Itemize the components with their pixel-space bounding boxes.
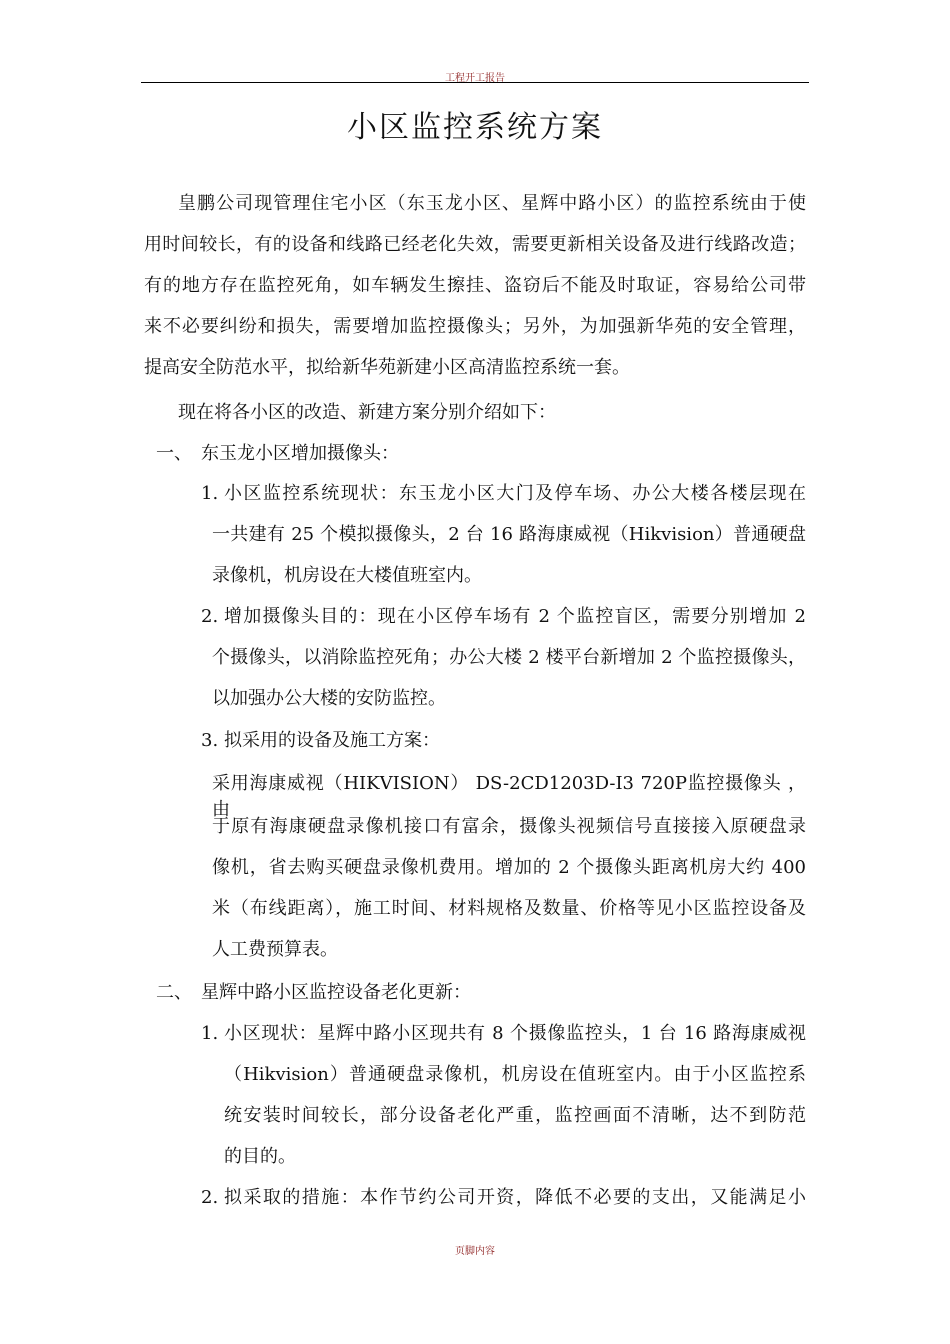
header-note: 工程开工报告: [445, 73, 505, 84]
item-number: 2.: [201, 606, 219, 627]
footer-note: 页脚内容: [455, 1246, 495, 1257]
item-body-line: 人工费预算表。: [212, 939, 338, 960]
item-number: 1.: [201, 1023, 219, 1044]
item-line: 增加摄像头目的：现在小区停车场有 2 个监控盲区，需要分别增加 2: [224, 606, 806, 627]
item-line: 小区现状：星辉中路小区现共有 8 个摄像监控头，1 台 16 路海康威视: [224, 1023, 806, 1044]
item-line: 以加强办公大楼的安防监控。: [212, 688, 446, 709]
intro-line: 皇鹏公司现管理住宅小区（东玉龙小区、星辉中路小区）的监控系统由于使: [178, 193, 806, 214]
item-number: 3.: [201, 730, 219, 751]
section-heading: 星辉中路小区监控设备老化更新：: [201, 982, 471, 1003]
header-rule: [141, 82, 809, 83]
item-body-line: 像机，省去购买硬盘录像机费用。增加的 2 个摄像头距离机房大约 400: [212, 857, 806, 878]
item-line: （Hikvision）普通硬盘录像机，机房设在值班室内。由于小区监控系: [224, 1064, 806, 1085]
intro-lead: 现在将各小区的改造、新建方案分别介绍如下：: [178, 402, 556, 423]
item-number: 1.: [201, 483, 219, 504]
item-body-line: 采用海康威视（HIKVISION） DS-2CD1203D-I3 720P监控摄像头 ，由: [212, 773, 806, 820]
section-number: 二、: [156, 982, 192, 1003]
intro-line: 来不必要纠纷和损失，需要增加监控摄像头；另外，为加强新华苑的安全管理，: [144, 316, 806, 337]
item-line: 录像机，机房设在大楼值班室内。: [212, 565, 482, 586]
item-line: 个摄像头，以消除监控死角；办公大楼 2 楼平台新增加 2 个监控摄像头，: [212, 647, 806, 668]
item-line: 的目的。: [224, 1146, 296, 1167]
item-line: 一共建有 25 个模拟摄像头，2 台 16 路海康威视（Hikvision）普通硬盘: [212, 524, 806, 545]
item-number: 2.: [201, 1187, 219, 1208]
intro-line: 有的地方存在监控死角，如车辆发生擦挂、盗窃后不能及时取证，容易给公司带: [144, 275, 806, 296]
section-number: 一、: [156, 443, 192, 464]
item-line: 统安装时间较长，部分设备老化严重，监控画面不清晰，达不到防范: [224, 1105, 806, 1126]
section-heading: 东玉龙小区增加摄像头：: [201, 443, 399, 464]
item-line: 小区监控系统现状：东玉龙小区大门及停车场、办公大楼各楼层现在: [224, 483, 806, 504]
item-body-line: 于原有海康硬盘录像机接口有富余，摄像头视频信号直接接入原硬盘录: [212, 816, 806, 837]
item-body-line: 米（布线距离），施工时间、材料规格及数量、价格等见小区监控设备及: [212, 898, 806, 919]
item-line: 拟采取的措施：本作节约公司开资，降低不必要的支出，又能满足小: [224, 1187, 806, 1208]
intro-line: 提高安全防范水平，拟给新华苑新建小区高清监控系统一套。: [144, 357, 630, 378]
item-line: 拟采用的设备及施工方案：: [224, 730, 440, 751]
document-title: 小区监控系统方案: [347, 110, 603, 145]
intro-line: 用时间较长，有的设备和线路已经老化失效，需要更新相关设备及进行线路改造；: [144, 234, 806, 255]
